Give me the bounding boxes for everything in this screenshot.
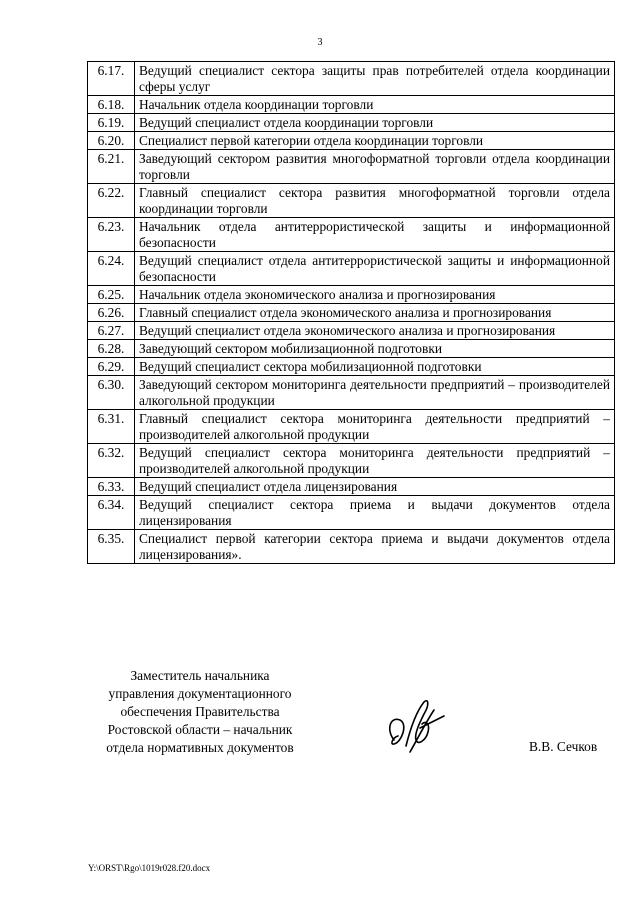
row-number: 6.33.: [88, 478, 135, 496]
table-row: [88, 150, 615, 184]
row-position-title: Ведущий специалист сектора мобилизационной подготовки: [135, 358, 615, 376]
file-path: Y:\ORST\Rgo\1019r028.f20.docx: [88, 863, 211, 873]
signer-name: В.В. Сечков: [529, 739, 598, 754]
row-position-title: Ведущий специалист отдела лицензирования: [135, 478, 615, 496]
row-position-title: Ведущий специалист сектора защиты прав потребителей отдела координации сферы услуг: [135, 62, 615, 96]
table-row: [88, 410, 615, 444]
signature-position-line: Ростовской области – начальник: [107, 722, 293, 737]
row-number: 6.32.: [88, 444, 135, 478]
page-number: 3: [317, 37, 323, 48]
row-position-title: Начальник отдела антитеррористической защиты и информационной безопасности: [135, 218, 615, 252]
row-number: 6.31.: [88, 410, 135, 444]
table-row: [88, 184, 615, 218]
signature-position-line: отдела нормативных документов: [106, 740, 294, 755]
row-number: 6.28.: [88, 340, 135, 358]
row-number: 6.26.: [88, 304, 135, 322]
row-number: 6.22.: [88, 184, 135, 218]
table-row: [88, 304, 615, 322]
table-row: [88, 252, 615, 286]
row-position-title: Ведущий специалист отдела экономического анализа и прогнозирования: [135, 322, 615, 340]
row-position-title: Ведущий специалист сектора приема и выдачи документов отдела лицензирования: [135, 496, 615, 530]
row-position-title: Главный специалист сектора мониторинга деятельности предприятий – производителей алкогольной продукции: [135, 410, 615, 444]
row-position-title: Заведующий сектором развития многоформатной торговли отдела координации торговли: [135, 150, 615, 184]
table-row: [88, 376, 615, 410]
row-position-title: Начальник отдела экономического анализа и прогнозирования: [135, 286, 615, 304]
table-row: [88, 496, 615, 530]
row-position-title: Специалист первой категории сектора приема и выдачи документов отдела лицензирования».: [135, 530, 615, 564]
table-row: [88, 96, 615, 114]
row-number: 6.35.: [88, 530, 135, 564]
row-number: 6.30.: [88, 376, 135, 410]
table-row: [88, 530, 615, 564]
row-number: 6.25.: [88, 286, 135, 304]
row-number: 6.17.: [88, 62, 135, 96]
row-number: 6.27.: [88, 322, 135, 340]
signature-position-block: [90, 667, 310, 757]
row-position-title: Начальник отдела координации торговли: [135, 96, 615, 114]
row-position-title: Ведущий специалист сектора мониторинга деятельности предприятий – производителей алкогольной продукции: [135, 444, 615, 478]
table-row: [88, 340, 615, 358]
row-position-title: Специалист первой категории отдела координации торговли: [135, 132, 615, 150]
table-row: [88, 132, 615, 150]
table-row: [88, 358, 615, 376]
handwritten-signature: [380, 690, 450, 760]
signature-position-line: управления документационного: [108, 686, 292, 701]
table-row: [88, 62, 615, 96]
table-row: [88, 114, 615, 132]
table-row: [88, 218, 615, 252]
positions-table: [87, 61, 615, 564]
row-number: 6.20.: [88, 132, 135, 150]
row-position-title: Главный специалист сектора развития многоформатной торговли отдела координации торговли: [135, 184, 615, 218]
row-number: 6.23.: [88, 218, 135, 252]
signature-position-line: Заместитель начальника: [130, 668, 270, 683]
row-number: 6.29.: [88, 358, 135, 376]
row-number: 6.21.: [88, 150, 135, 184]
table-row: [88, 322, 615, 340]
row-number: 6.34.: [88, 496, 135, 530]
row-position-title: Ведущий специалист отдела координации торговли: [135, 114, 615, 132]
table-row: [88, 444, 615, 478]
signature-position-line: обеспечения Правительства: [120, 704, 280, 719]
row-number: 6.19.: [88, 114, 135, 132]
row-number: 6.24.: [88, 252, 135, 286]
row-position-title: Ведущий специалист отдела антитеррористической защиты и информационной безопасности: [135, 252, 615, 286]
row-number: 6.18.: [88, 96, 135, 114]
row-position-title: Главный специалист отдела экономического анализа и прогнозирования: [135, 304, 615, 322]
table-row: [88, 478, 615, 496]
row-position-title: Заведующий сектором мобилизационной подготовки: [135, 340, 615, 358]
table-row: [88, 286, 615, 304]
row-position-title: Заведующий сектором мониторинга деятельности предприятий – производителей алкогольной продукции: [135, 376, 615, 410]
